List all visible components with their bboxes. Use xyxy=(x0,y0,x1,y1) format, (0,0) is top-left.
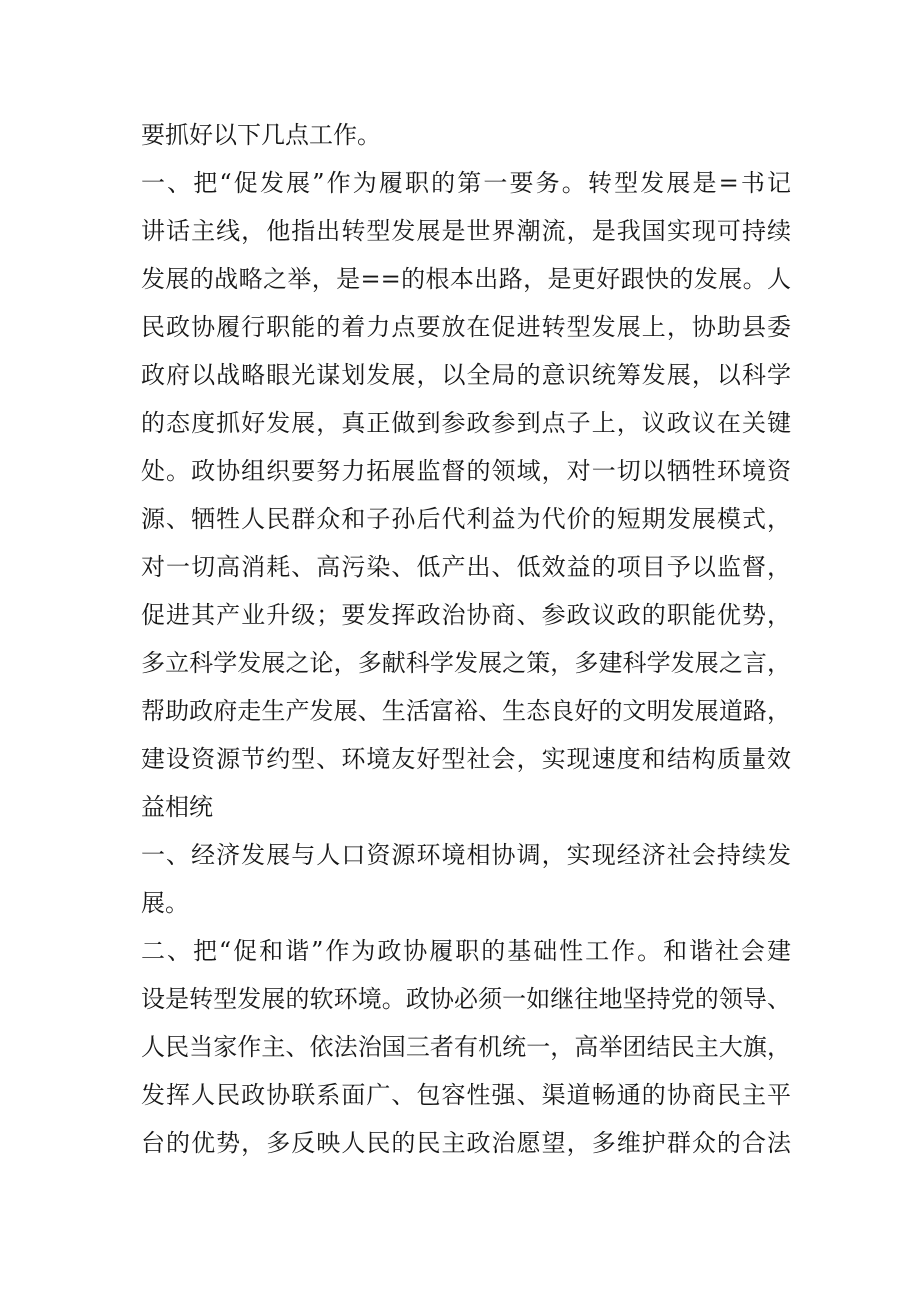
text-line: 一、经济发展与人口资源环境相协调，实现经济社会持续发 xyxy=(141,841,791,869)
text-line: 二、把“促和谐”作为政协履职的基础性工作。和谐社会建 xyxy=(141,937,791,965)
text-line: 处。政协组织要努力拓展监督的领域，对一切以牺牲环境资 xyxy=(141,457,791,485)
text-line: 一、把“促发展”作为履职的第一要务。转型发展是=书记 xyxy=(141,169,791,197)
text-line: 人民当家作主、依法治国三者有机统一，高举团结民主大旗， xyxy=(141,1033,791,1061)
text-line: 展。 xyxy=(141,889,189,917)
text-line: 对一切高消耗、高污染、低产出、低效益的项目予以监督， xyxy=(141,553,791,581)
text-line: 要抓好以下几点工作。 xyxy=(141,121,381,149)
text-line: 帮助政府走生产发展、生活富裕、生态良好的文明发展道路， xyxy=(141,697,791,725)
text-line: 发展的战略之举，是==的根本出路，是更好跟快的发展。人 xyxy=(141,265,791,293)
text-line: 源、牺牲人民群众和子孙后代利益为代价的短期发展模式， xyxy=(141,505,791,533)
text-line: 设是转型发展的软环境。政协必须一如继往地坚持党的领导、 xyxy=(141,985,791,1013)
text-line: 促进其产业升级；要发挥政治协商、参政议政的职能优势， xyxy=(141,601,791,629)
text-line: 台的优势，多反映人民的民主政治愿望，多维护群众的合法 xyxy=(141,1129,791,1157)
text-line: 发挥人民政协联系面广、包容性强、渠道畅通的协商民主平 xyxy=(141,1081,791,1109)
text-line: 益相统 xyxy=(141,793,213,821)
text-line: 讲话主线，他指出转型发展是世界潮流，是我国实现可持续 xyxy=(141,217,791,245)
document-body xyxy=(141,111,791,1167)
text-line: 多立科学发展之论，多献科学发展之策，多建科学发展之言， xyxy=(141,649,791,677)
text-line: 建设资源节约型、环境友好型社会，实现速度和结构质量效 xyxy=(141,745,791,773)
text-line: 政府以战略眼光谋划发展，以全局的意识统筹发展，以科学 xyxy=(141,361,791,389)
text-line: 民政协履行职能的着力点要放在促进转型发展上，协助县委 xyxy=(141,313,791,341)
text-line: 的态度抓好发展，真正做到参政参到点子上，议政议在关键 xyxy=(141,409,791,437)
